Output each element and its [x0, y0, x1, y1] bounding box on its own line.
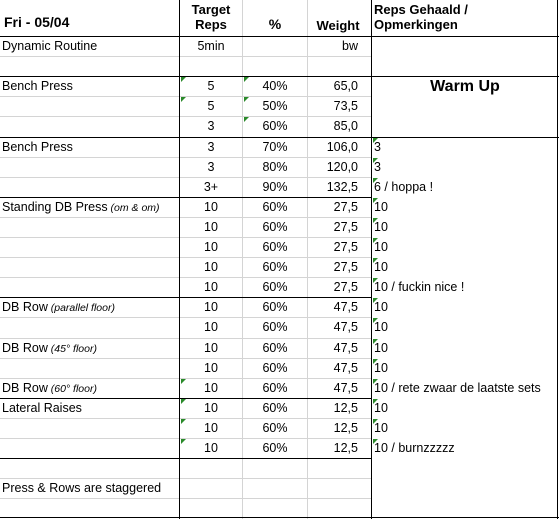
remark-cell: 10 / fuckin nice ! [374, 280, 465, 295]
column-border [371, 0, 372, 519]
cell-indicator-icon [181, 399, 186, 404]
cell-indicator-icon [181, 77, 186, 82]
grid-line [0, 56, 372, 57]
grid-line [0, 217, 372, 218]
cell-indicator-icon [244, 97, 249, 102]
exercise-name: DB Row [2, 300, 48, 315]
percent-cell: 60% [262, 320, 288, 335]
exercise-name: DB Row [2, 380, 48, 395]
reps-cell: 5 [207, 79, 215, 94]
reps-cell: 10 [204, 300, 218, 315]
row-border [0, 76, 559, 77]
remark-cell: 10 [374, 300, 388, 315]
percent-cell: 70% [262, 139, 288, 154]
percent-cell: 60% [262, 199, 288, 214]
cell-indicator-icon [373, 178, 378, 183]
reps-cell: 10 [204, 280, 218, 295]
remark-cell: 10 / burnzzzzz [374, 441, 455, 455]
exercise-name: Standing DB Press [2, 199, 108, 214]
exercise-note: (60° floor) [47, 382, 97, 395]
exercise-cell [2, 76, 73, 96]
percent-cell: 60% [262, 240, 288, 254]
header-percent: % [268, 16, 282, 32]
weight-cell: 27,5 [333, 199, 358, 214]
exercise-cell [2, 338, 97, 359]
percent-cell: 60% [262, 219, 288, 234]
weight-cell: 132,5 [326, 179, 358, 194]
header-weight: Weight [316, 18, 360, 33]
row-border [0, 36, 559, 37]
exercise-name: Press & Rows are staggered [2, 481, 162, 496]
percent-cell: 50% [262, 99, 288, 114]
column-border [557, 0, 558, 519]
percent-cell: 80% [262, 159, 288, 174]
sheet-title: Fri - 05/04 [4, 14, 70, 30]
weight-cell: 12,5 [333, 400, 358, 415]
exercise-name: Bench Press [2, 139, 73, 154]
weight-cell: 120,0 [326, 159, 358, 174]
weight-cell: 73,5 [333, 99, 358, 114]
cell-indicator-icon [244, 77, 249, 82]
exercise-cell [2, 36, 97, 56]
percent-cell: 60% [262, 360, 288, 375]
grid-line [0, 378, 372, 379]
reps-cell: 10 [204, 400, 218, 415]
exercise-cell [2, 137, 73, 157]
reps-cell: 10 [204, 420, 218, 435]
grid-line [0, 418, 372, 419]
cell-indicator-icon [181, 379, 186, 384]
header-notes: Reps Gehaald / Opmerkingen [374, 2, 468, 32]
cell-indicator-icon [373, 439, 378, 444]
percent-cell: 60% [262, 420, 288, 435]
grid-line [0, 257, 372, 258]
column-border [179, 0, 180, 519]
weight-cell: 85,0 [333, 119, 358, 134]
remark-cell: 10 [374, 400, 388, 415]
percent-cell: 40% [262, 79, 288, 94]
weight-cell: 47,5 [333, 300, 358, 315]
grid-line [0, 498, 372, 499]
reps-cell: 3 [207, 159, 215, 174]
weight-cell: 27,5 [333, 240, 358, 254]
weight-cell: 12,5 [333, 420, 358, 435]
cell-indicator-icon [373, 399, 378, 404]
reps-cell: 5min [197, 39, 225, 53]
weight-cell: 12,5 [333, 441, 358, 455]
remark-cell: 10 [374, 340, 388, 355]
weight-cell: 27,5 [333, 219, 358, 234]
exercise-note: (parallel floor) [47, 302, 115, 315]
exercise-cell [2, 197, 160, 218]
percent-cell: 90% [262, 179, 288, 194]
reps-cell: 10 [204, 380, 218, 395]
exercise-name: Dynamic Routine [2, 39, 98, 53]
cell-indicator-icon [373, 198, 378, 203]
cell-indicator-icon [373, 298, 378, 303]
row-border [0, 517, 559, 518]
exercise-cell [2, 398, 82, 418]
reps-cell: 3 [207, 119, 215, 134]
cell-indicator-icon [181, 439, 186, 444]
row-border [0, 458, 372, 459]
exercise-name: Bench Press [2, 79, 73, 94]
reps-cell: 10 [204, 441, 218, 455]
remark-cell: 10 / rete zwaar de laatste sets [374, 380, 541, 395]
grid-line [0, 438, 372, 439]
cell-indicator-icon [244, 117, 249, 122]
percent-cell: 60% [262, 340, 288, 355]
grid-line [0, 338, 372, 339]
remark-cell: 10 [374, 420, 388, 435]
cell-indicator-icon [373, 218, 378, 223]
weight-cell: 47,5 [333, 380, 358, 395]
grid-line [0, 277, 372, 278]
weight-cell: 47,5 [333, 320, 358, 335]
percent-cell: 60% [262, 260, 288, 275]
exercise-name: DB Row [2, 340, 48, 355]
grid-line [0, 478, 372, 479]
remark-cell: 10 [374, 360, 388, 375]
cell-indicator-icon [373, 339, 378, 344]
grid-line [0, 317, 372, 318]
row-border [0, 398, 372, 399]
exercise-note: (45° floor) [47, 342, 97, 355]
header-target-reps: Target Reps [191, 2, 231, 32]
remark-cell: 10 [374, 260, 388, 275]
cell-indicator-icon [373, 258, 378, 263]
weight-cell: 106,0 [326, 139, 358, 154]
percent-cell: 60% [262, 380, 288, 395]
cell-indicator-icon [373, 238, 378, 243]
reps-cell: 5 [207, 99, 215, 114]
cell-indicator-icon [373, 278, 378, 283]
percent-cell: 60% [262, 280, 288, 295]
cell-indicator-icon [373, 158, 378, 163]
cell-indicator-icon [373, 318, 378, 323]
weight-cell: 27,5 [333, 280, 358, 295]
reps-cell: 3+ [203, 179, 219, 194]
percent-cell: 60% [262, 300, 288, 315]
weight-cell: 47,5 [333, 340, 358, 355]
cell-indicator-icon [373, 379, 378, 384]
reps-cell: 3 [207, 139, 215, 154]
reps-cell: 10 [204, 340, 218, 355]
percent-cell: 60% [262, 119, 288, 134]
grid-line [0, 237, 372, 238]
reps-cell: 10 [204, 320, 218, 335]
reps-cell: 10 [204, 360, 218, 375]
cell-indicator-icon [373, 419, 378, 424]
reps-cell: 10 [204, 199, 218, 214]
exercise-cell [2, 478, 161, 498]
weight-cell: 47,5 [333, 360, 358, 375]
row-border [0, 297, 372, 298]
percent-cell: 60% [262, 400, 288, 415]
cell-indicator-icon [181, 419, 186, 424]
exercise-cell [2, 297, 115, 318]
weight-cell: bw [342, 39, 358, 53]
cell-indicator-icon [373, 138, 378, 143]
grid-line [0, 358, 372, 359]
cell-indicator-icon [373, 359, 378, 364]
remark-cell: 3 [374, 159, 381, 174]
reps-cell: 10 [204, 219, 218, 234]
percent-cell: 60% [262, 441, 288, 455]
weight-cell: 65,0 [333, 79, 358, 94]
grid-line [0, 157, 372, 158]
grid-line [307, 0, 308, 519]
warm-up-label: Warm Up [430, 78, 500, 95]
reps-cell: 10 [204, 260, 218, 275]
exercise-cell [2, 378, 97, 399]
exercise-name: Lateral Raises [2, 400, 82, 415]
grid-line [0, 116, 372, 117]
warm-up-border [372, 137, 558, 138]
grid-line [242, 0, 243, 519]
reps-cell: 10 [204, 240, 218, 254]
remark-cell: 10 [374, 199, 388, 214]
remark-cell: 6 / hoppa ! [374, 179, 434, 194]
cell-indicator-icon [181, 97, 186, 102]
grid-line [0, 177, 372, 178]
remark-cell: 10 [374, 320, 388, 335]
exercise-note: (om & om) [107, 201, 160, 214]
grid-line [0, 96, 372, 97]
remark-cell: 10 [374, 219, 388, 234]
row-border [0, 197, 372, 198]
remark-cell: 10 [374, 240, 388, 254]
weight-cell: 27,5 [333, 260, 358, 275]
remark-cell: 3 [374, 139, 381, 154]
